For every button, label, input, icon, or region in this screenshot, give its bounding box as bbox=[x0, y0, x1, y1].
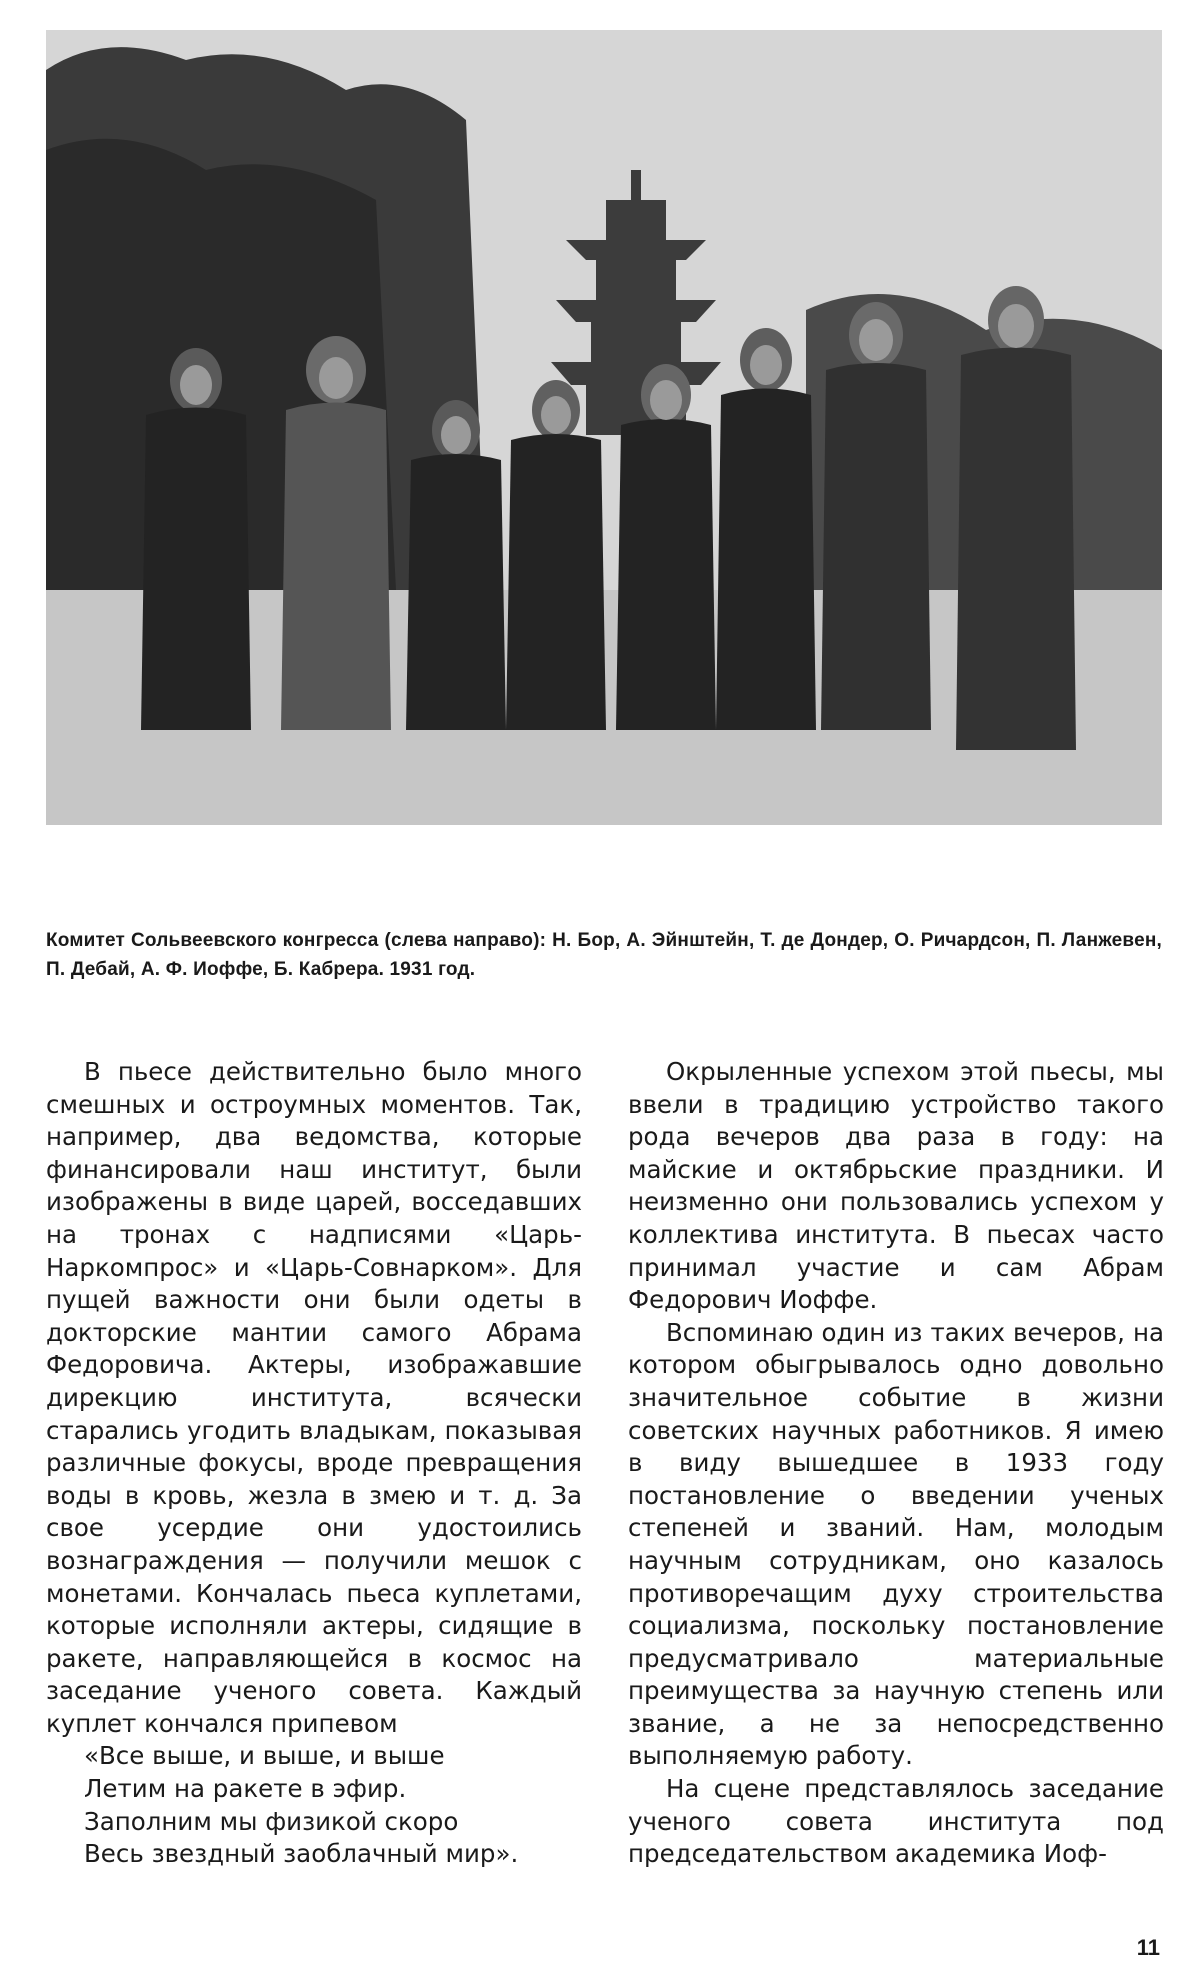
verse-line: Заполним мы физикой скоро bbox=[84, 1806, 459, 1836]
verse-line: Летим на ракете в эфир. bbox=[84, 1774, 407, 1804]
group-photo-icon bbox=[46, 30, 1162, 825]
right-paragraph-2: Вспоминаю один из таких вечеров, на котором обыгрывалось одно довольно значительное событие в жизни советских научных работников. Я имею в виду вышедшее в 1933 году постановление о введении ученых степеней и званий. Нам, молодым научным сотрудникам, оно казалось противоречащим духу строительства социализма, поскольку постановление предусматривало материальные преимущества за научную степень или звание, а не за непосредственно выполняемую работу. bbox=[628, 1317, 1164, 1771]
page-number: 11 bbox=[1136, 1935, 1160, 1960]
verse-line: «Все выше, и выше, и выше bbox=[84, 1741, 445, 1771]
right-paragraph-1: Окрыленные успехом этой пьесы, мы ввели в традицию устройство такого рода вечеров два раза в году: на майские и октябрьские праздники. И неизменно они пользовались успехом у коллектива института. В пьесах часто принимал участие и сам Абрам Федорович Иоффе. bbox=[628, 1057, 1164, 1315]
photo-caption: Комитет Сольвеевского конгресса (слева направо): Н. Бор, А. Эйнштейн, Т. де Дондер, О. Ричардсон, П. Ланжевен, П. Дебай, А. Ф. Иоффе, Б. Кабрера. 1931 год. bbox=[46, 930, 1162, 980]
left-column bbox=[46, 1056, 582, 1871]
verse-block bbox=[46, 1740, 582, 1870]
verse-line: Весь звездный заоблачный мир». bbox=[84, 1839, 519, 1869]
left-paragraph: В пьесе действительно было много смешных и остроумных моментов. Так, например, два ведомства, которые финансировали наш институт, были изображены в виде царей, восседавших на тронах с надписями «Царь-Наркомпрос» и «Царь-Совнарком». Для пущей важности они были одеты в докторские мантии самого Абрама Федоровича. Актеры, изображавшие дирекцию института, всячески старались угодить владыкам, показывая различные фокусы, вроде превращения воды в кровь, жезла в змею и т. д. За свое усердие они удостоились вознаграждения — получили мешок с монетами. Кончалась пьеса куплетами, которые исполняли актеры, сидящие в ракете, направляющейся в космос на заседание ученого совета. Каждый куплет кончался припевом bbox=[46, 1057, 582, 1738]
right-column bbox=[628, 1056, 1164, 1871]
group-photo bbox=[46, 30, 1162, 825]
right-paragraph-3: На сцене представлялось заседание ученого совета института под председательством академика Иоф- bbox=[628, 1774, 1164, 1869]
